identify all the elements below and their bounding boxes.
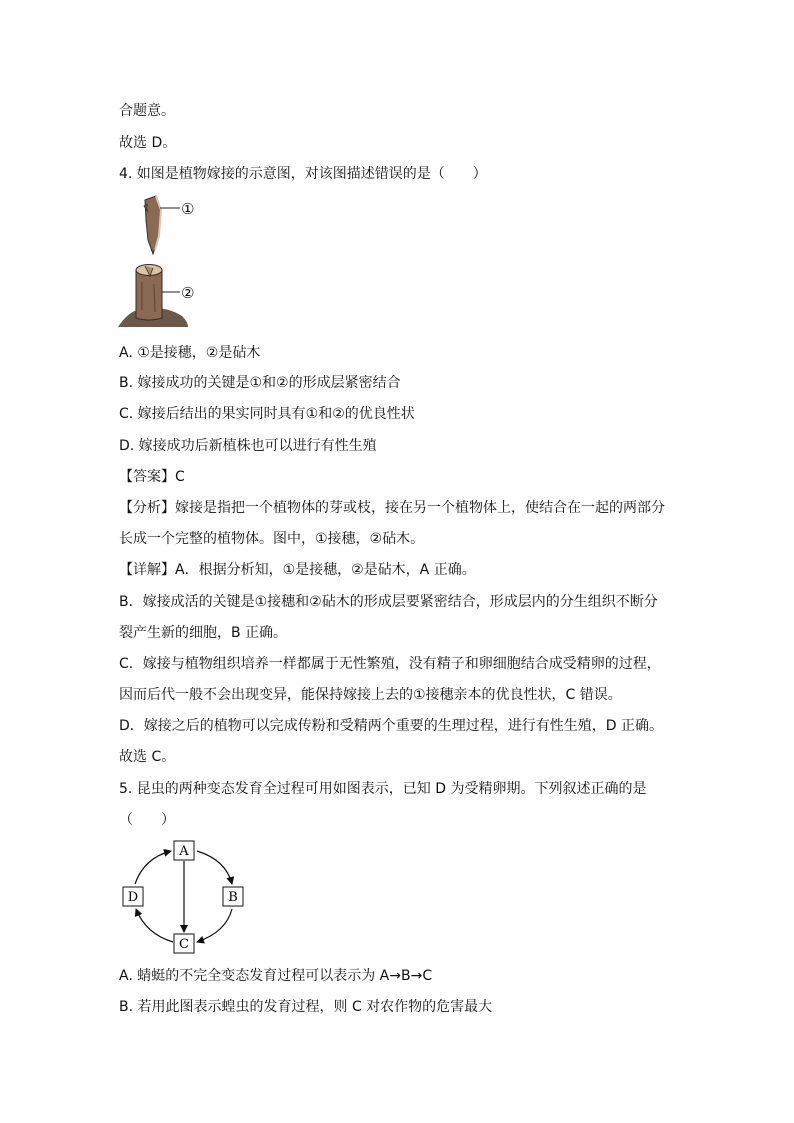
figure-label-2: ② — [181, 284, 195, 302]
question-4-stem: 4. 如图是植物嫁接的示意图，对该图描述错误的是（ ） — [119, 166, 487, 182]
detail-line: B．嫁接成活的关键是①接穗和②砧木的形成层要紧密结合，形成层内的分生组织不断分 — [119, 594, 658, 610]
option-d: D. 嫁接成功后新植株也可以进行有性生殖 — [119, 438, 377, 454]
option-b: B. 若用此图表示蝗虫的发育过程，则 C 对农作物的危害最大 — [119, 999, 493, 1015]
figure-label-1: ① — [181, 200, 195, 218]
detail-line: C．嫁接与植物组织培养一样都属于无性繁殖，没有精子和卵细胞结合成受精卵的过程， — [119, 656, 661, 672]
grafting-figure — [118, 192, 208, 332]
stock-illustration — [118, 265, 188, 328]
option-a: A. 蜻蜓的不完全变态发育过程可以表示为 A→B→C — [119, 968, 433, 984]
detail-line: D．嫁接之后的植物可以完成传粉和受精两个重要的生理过程，进行有性生殖，D 正确。 — [119, 718, 664, 734]
text-line: 故选 D。 — [119, 135, 177, 151]
detail-line: 裂产生新的细胞，B 正确。 — [119, 625, 288, 641]
node-b — [223, 887, 243, 906]
detail-line: 【详解】A．根据分析知，①是接穗，②是砧木，A 正确。 — [119, 562, 476, 578]
svg-text:B: B — [228, 890, 238, 905]
question-5-paren: （ ） — [119, 812, 175, 828]
analysis-line: 【分析】嫁接是指把一个植物体的芽或枝，接在另一个植物体上，使结合在一起的两部分 — [119, 500, 665, 516]
option-c: C. 嫁接后结出的果实同时具有①和②的优良性状 — [119, 406, 415, 422]
question-5-stem: 5. 昆虫的两种变态发育全过程可用如图表示，已知 D 为受精卵期。下列叙述正确的是 — [119, 781, 647, 797]
svg-text:C: C — [179, 937, 189, 952]
option-b: B. 嫁接成功的关键是①和②的形成层紧密结合 — [119, 375, 401, 391]
analysis-line: 长成一个完整的植物体。图中，①接穗，②砧木。 — [119, 531, 425, 547]
svg-text:A: A — [179, 844, 189, 859]
node-d — [123, 887, 143, 906]
conclusion-line: 故选 C。 — [119, 749, 176, 765]
text-line: 合题意。 — [119, 103, 175, 119]
answer-label: 【答案】C — [119, 469, 185, 485]
node-c — [174, 934, 194, 953]
detail-line: 因而后代一般不会出现变异，能保持嫁接上去的①接穗亲本的优良性状，C 错误。 — [119, 687, 622, 703]
scion-illustration — [144, 196, 161, 254]
option-a: A. ①是接穗，②是砧木 — [119, 345, 261, 361]
node-a — [174, 841, 194, 860]
life-cycle-diagram — [118, 834, 254, 958]
svg-text:D: D — [127, 890, 139, 905]
